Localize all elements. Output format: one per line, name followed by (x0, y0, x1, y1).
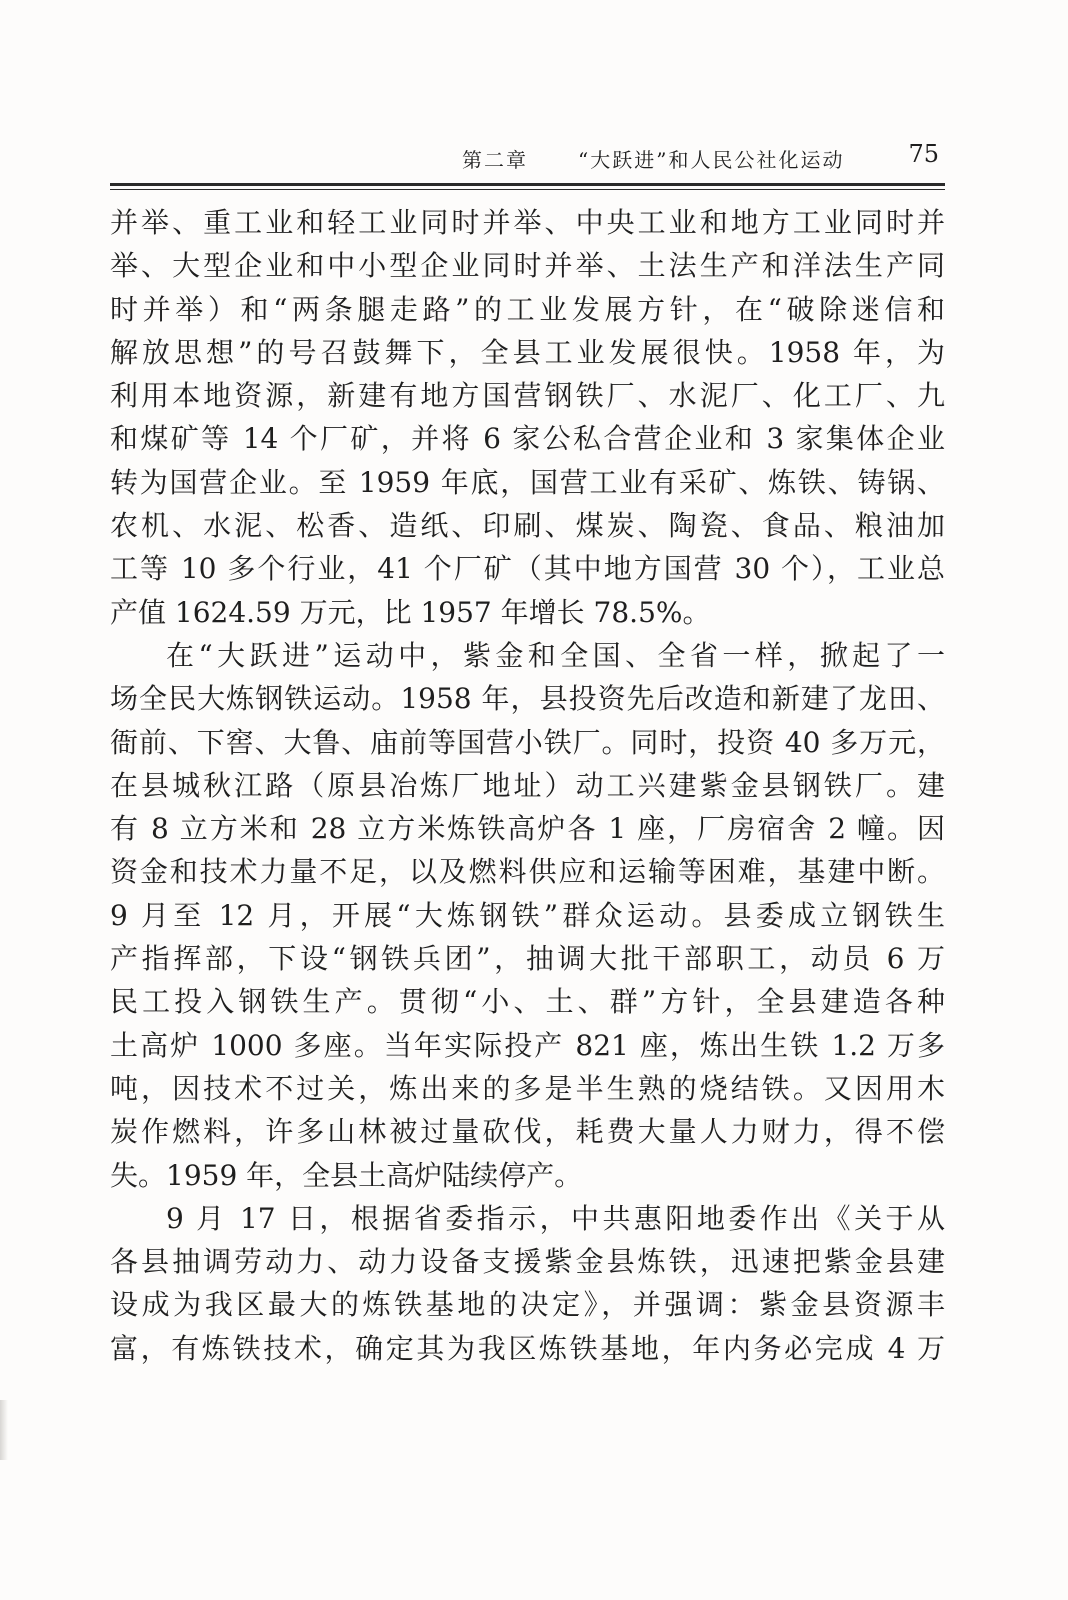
text-line: 在县城秋江路（原县冶炼厂地址）动工兴建紫金县钢铁厂。建 (110, 768, 945, 802)
text-line: 在“大跃进”运动中，紫金和全国、全省一样，掀起了一 (166, 638, 945, 672)
running-header (110, 138, 945, 178)
scan-edge-shadow (0, 1400, 8, 1460)
text-line: 富，有炼铁技术，确定其为我区炼铁基地，年内务必完成 4 万 (110, 1331, 945, 1365)
text-line: 产值 1624.59 万元，比 1957 年增长 78.5%。 (110, 595, 711, 629)
text-line: 利用本地资源，新建有地方国营钢铁厂、水泥厂、化工厂、九 (110, 379, 945, 413)
text-line: 产指挥部，下设“钢铁兵团”，抽调大批干部职工，动员 6 万 (110, 942, 945, 976)
body-text (110, 201, 945, 1370)
header-rule-thick (110, 183, 945, 186)
text-line: 9 月 17 日，根据省委指示，中共惠阳地委作出《关于从 (166, 1201, 945, 1235)
text-line: 土高炉 1000 多座。当年实际投产 821 座，炼出生铁 1.2 万多 (110, 1028, 945, 1062)
text-line: 资金和技术力量不足，以及燃料供应和运输等困难，基建中断。 (110, 855, 945, 889)
text-line: 吨，因技术不过关，炼出来的多是半生熟的烧结铁。又因用木 (110, 1071, 945, 1105)
chapter-label: 第二章 (462, 148, 528, 172)
chapter-title: “大跃进”和人民公社化运动 (578, 148, 845, 172)
text-line: 设成为我区最大的炼铁基地的决定》，并强调：紫金县资源丰 (110, 1288, 945, 1322)
text-line: 有 8 立方米和 28 立方米炼铁高炉各 1 座，厂房宿舍 2 幢。因 (110, 812, 945, 846)
text-line: 农机、水泥、松香、造纸、印刷、煤炭、陶瓷、食品、粮油加 (110, 509, 945, 543)
text-line: 民工投入钢铁生产。贯彻“小、土、群”方针，全县建造各种 (110, 985, 945, 1019)
text-line: 并举、重工业和轻工业同时并举、中央工业和地方工业同时并 (110, 206, 945, 239)
text-line: 转为国营企业。至 1959 年底，国营工业有采矿、炼铁、铸锅、 (110, 465, 945, 499)
text-line: 解放思想”的号召鼓舞下，全县工业发展很快。1958 年，为 (110, 335, 945, 369)
text-line: 时并举）和“两条腿走路”的工业发展方针，在“破除迷信和 (110, 292, 945, 326)
text-line: 衙前、下窖、大鲁、庙前等国营小铁厂。同时，投资 40 多万元， (110, 725, 945, 759)
text-line: 9 月至 12 月，开展“大炼钢铁”群众运动。县委成立钢铁生 (110, 898, 945, 932)
text-line: 炭作燃料，许多山林被过量砍伐，耗费大量人力财力，得不偿 (110, 1115, 945, 1149)
header-rule-thin (110, 189, 945, 190)
text-line: 各县抽调劳动力、动力设备支援紫金县炼铁，迅速把紫金县建 (110, 1245, 945, 1279)
text-line: 工等 10 多个行业，41 个厂矿（其中地方国营 30 个），工业总 (110, 552, 945, 586)
text-line: 举、大型企业和中小型企业同时并举、土法生产和洋法生产同 (110, 249, 945, 283)
text-line: 失。1959 年，全县土高炉陆续停产。 (110, 1158, 583, 1192)
text-line: 场全民大炼钢铁运动。1958 年，县投资先后改造和新建了龙田、 (110, 682, 945, 716)
page-number: 75 (908, 140, 939, 168)
text-line: 和煤矿等 14 个厂矿，并将 6 家公私合营企业和 3 家集体企业 (110, 422, 945, 456)
